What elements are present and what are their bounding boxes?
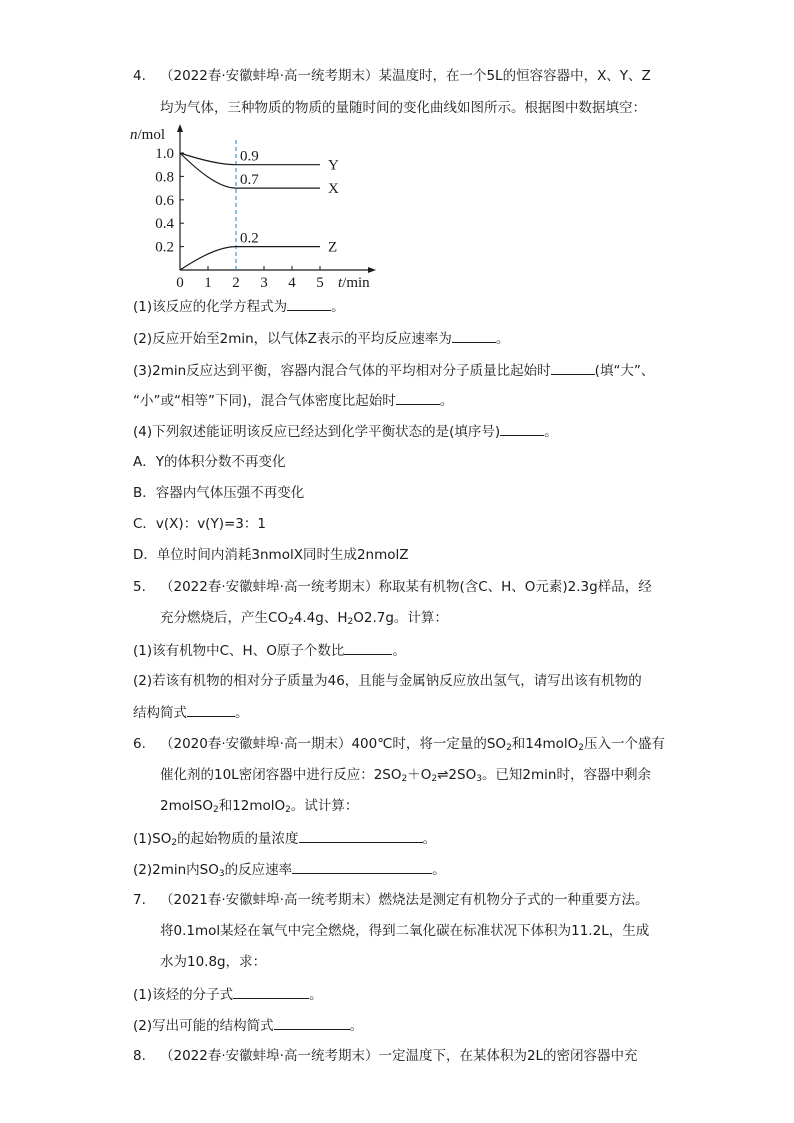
q5-stem2b: 4.4g、H [293, 610, 348, 626]
q5-number: 5. [133, 579, 146, 595]
q6-stem2-sub1: 2 [401, 774, 408, 784]
series-name-Z: Z [328, 239, 338, 256]
q7-part2-blank[interactable] [274, 1015, 350, 1030]
q6-stem2c: ⇌2SO [437, 767, 477, 783]
q4-part3-blank2[interactable] [396, 390, 440, 405]
q4-option-d: D．单位时间内消耗3nmolX同时生成2nmolZ [133, 547, 409, 563]
q5-stem2a: 充分燃烧后，产生CO [160, 610, 289, 626]
q7-part1-end: 。 [309, 987, 323, 1003]
q8-number: 8. [133, 1048, 146, 1064]
q4-part3b-end: 。 [439, 393, 454, 409]
q6-stem-line1 [160, 734, 665, 754]
q6-stem1-sub1: 2 [506, 743, 512, 753]
q6-part2 [133, 859, 446, 880]
x-tick-label: 4 [288, 275, 296, 291]
q6-part2-sub: 3 [218, 869, 225, 879]
series-line-Z [180, 247, 320, 270]
y-tick-label: 0.4 [155, 216, 174, 233]
x-tick-label: 3 [260, 275, 268, 291]
q4-stem-line2: 均为气体，三种物质的物质的量随时间的变化曲线如图所示。根据图中数据填空： [160, 100, 646, 116]
q7-number: 7. [133, 892, 146, 908]
q5-part1-text: (1)该有机物中C、H、O原子个数比 [133, 643, 345, 659]
y-tick-label: 0.8 [155, 169, 174, 186]
q7-part2-text: (2)写出可能的结构简式 [133, 1018, 274, 1034]
q6-stem3-sub1: 2 [212, 805, 219, 815]
series-value-label-Y: 0.9 [240, 148, 259, 165]
q4-stem1: 某温度时，在一个5L的恒容容器中，X、Y、Z [378, 68, 651, 84]
q4-part3b-text: “小”或“相等”下同)，混合气体密度比起始时 [133, 393, 396, 409]
x-tick-label: 2 [232, 275, 240, 291]
q7-stem-line2: 将0.1mol某烃在氧气中完全燃烧，得到二氧化碳在标准状况下体积为11.2L，生成 [160, 923, 650, 939]
q6-stem1b: 和14molO [511, 736, 579, 752]
q4-option-a: A．Y的体积分数不再变化 [133, 454, 286, 470]
q5-sub2: 2 [347, 617, 354, 627]
q4-part2-end: 。 [495, 331, 510, 347]
q6-stem1-sub2: 2 [578, 743, 584, 753]
q6-stem3-sub2: 2 [285, 805, 291, 815]
q4-option-b: B．容器内气体压强不再变化 [133, 485, 305, 501]
q6-part1 [133, 828, 436, 849]
q6-number: 6. [133, 736, 146, 752]
q8-stem-line1: （2022春·安徽蚌埠·高一统考期末）一定温度下，在某体积为2L的密闭容器中充 [160, 1048, 638, 1064]
q4-part1-end: 。 [331, 299, 345, 315]
q7-part2-end: 。 [349, 1018, 364, 1034]
q6-part1-blank[interactable] [299, 828, 423, 843]
series-value-label-Z: 0.2 [240, 230, 259, 247]
y-axis-label: n/mol [130, 127, 166, 143]
q6-part1-end: 。 [422, 831, 437, 847]
x-tick-label: 0 [176, 275, 184, 291]
q4-part4-text: (4)下列叙述能证明该反应已经达到化学平衡状态的是(填序号) [133, 424, 501, 440]
q5-part2-text: 结构简式 [133, 705, 187, 721]
q4-part4-end: 。 [544, 424, 558, 440]
q6-stem1c: 压入一个盛有 [584, 736, 665, 752]
q6-part1-sub: 2 [171, 838, 178, 848]
x-axis-arrow [368, 267, 376, 273]
q6-part1-a: (1)SO [133, 831, 172, 847]
q7-stem-line3: 水为10.8g，求： [160, 954, 267, 970]
q4-part4 [133, 421, 558, 442]
series-name-X: X [328, 181, 339, 198]
q6-stem-line3 [160, 796, 358, 816]
y-axis-arrow [177, 124, 183, 132]
q6-stem2b: ＋O [407, 767, 432, 783]
q5-stem2c: O2.7g。计算： [353, 610, 448, 626]
q6-part2-a: (2)2min内SO [133, 862, 219, 878]
q4-part2 [133, 328, 509, 349]
q4-stem-line1 [160, 66, 651, 86]
q6-stem2d: 。已知2min时，容器中剩余 [481, 767, 651, 783]
q6-stem2-sub2: 2 [431, 774, 438, 784]
q4-part3-blank1[interactable] [551, 360, 595, 375]
q5-part1-blank[interactable] [344, 640, 392, 655]
q6-part2-b: 的反应速率 [224, 862, 293, 878]
q6-stem1a: （2020春·安徽蚌埠·高一期末）400℃时，将一定量的SO [160, 736, 507, 752]
q5-stem-line2 [160, 608, 448, 628]
q4-part3-end: (填“大”、 [594, 363, 655, 379]
q4-part1 [133, 296, 345, 317]
q6-part2-end: 。 [432, 862, 446, 878]
q6-part2-blank[interactable] [292, 859, 432, 874]
q5-part1 [133, 640, 406, 661]
q7-part2 [133, 1015, 363, 1036]
q4-part4-blank[interactable] [500, 421, 544, 436]
q5-stem-line1: （2022春·安徽蚌埠·高一统考期末）称取某有机物(含C、H、O元素)2.3g样品，经 [160, 579, 652, 595]
y-tick-label: 1.0 [155, 146, 174, 162]
q4-part1-blank[interactable] [287, 296, 331, 311]
q6-part1-b: 的起始物质的量浓度 [177, 831, 299, 847]
q5-part2-line2 [133, 702, 249, 723]
q4-part3-line2 [133, 390, 453, 411]
q7-part1-text: (1)该烃的分子式 [133, 987, 234, 1003]
q5-part2-end: 。 [235, 705, 249, 721]
x-tick-label: 1 [204, 275, 212, 291]
q4-chart [128, 122, 388, 292]
q6-stem2a: 催化剂的10L密闭容器中进行反应：2SO [160, 767, 402, 783]
x-axis-label: t/min [338, 275, 370, 291]
q4-part3-line1 [133, 360, 654, 381]
y-tick-label: 0.2 [155, 239, 174, 256]
q4-number: 4. [133, 68, 146, 84]
series-value-label-X: 0.7 [240, 172, 259, 189]
q7-part1-blank[interactable] [233, 984, 309, 999]
q7-part1 [133, 984, 323, 1005]
q6-stem3a: 2molSO [160, 798, 213, 814]
y-tick-label: 0.6 [155, 192, 174, 209]
q4-part1-text: (1)该反应的化学方程式为 [133, 299, 288, 315]
x-tick-label: 5 [316, 275, 324, 291]
q6-stem3c: 。试计算： [290, 798, 359, 814]
q4-part2-text: (2)反应开始至2min，以气体Z表示的平均反应速率为 [133, 331, 452, 347]
q6-stem-line2 [160, 765, 651, 785]
q7-stem-line1: （2021春·安徽蚌埠·高一统考期末）燃烧法是测定有机物分子式的一种重要方法。 [160, 892, 649, 908]
q4-option-c: C．v(X)：v(Y)=3：1 [133, 516, 266, 532]
q5-sub1: 2 [288, 617, 294, 627]
series-name-Y: Y [328, 157, 339, 174]
q6-stem2-sub3: 3 [476, 774, 482, 784]
q5-part2-blank[interactable] [187, 702, 235, 717]
q4-part3-text: (3)2min反应达到平衡，容器内混合气体的平均相对分子质量比起始时 [133, 363, 551, 379]
q5-part1-end: 。 [392, 643, 406, 659]
q6-stem3b: 和12molO [218, 798, 286, 814]
q5-part2-line1: (2)若该有机物的相对分子质量为46，且能与金属钠反应放出氢气，请写出该有机物的 [133, 673, 642, 689]
q4-part2-blank[interactable] [452, 328, 496, 343]
q4-source: （2022春·安徽蚌埠·高一统考期末） [160, 68, 379, 84]
